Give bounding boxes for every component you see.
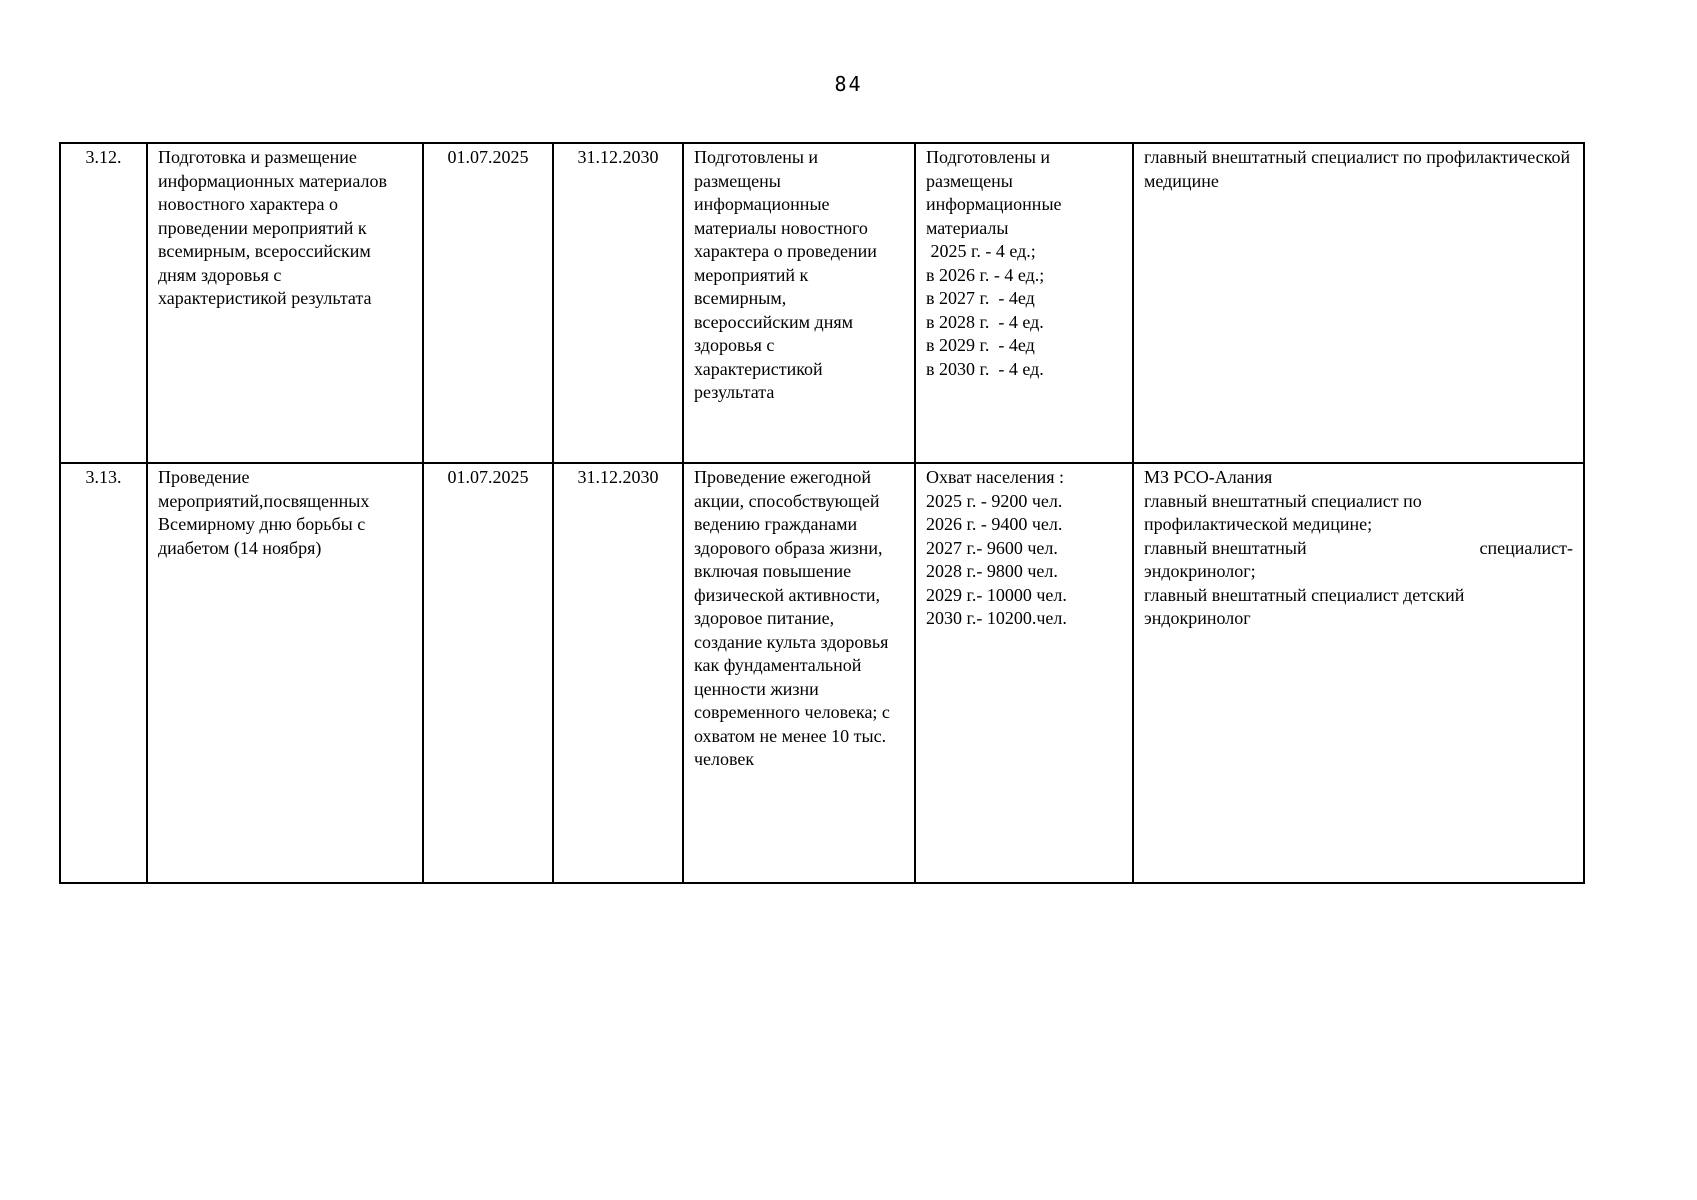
activity-title: Подготовка и размещение информационных материалов новостного характера о проведении мероприятий к всемирным, всероссийским дням здоровья с характеристикой результата: [147, 143, 423, 463]
page-number: 84: [834, 72, 863, 96]
activities-table: [59, 142, 1585, 884]
row-number: 3.12.: [60, 143, 147, 463]
indicator-line: в 2026 г. - 4 ед.;: [926, 264, 1045, 285]
indicator-values: [915, 463, 1133, 883]
expected-result: Подготовлены и размещены информационные материалы новостного характера о проведении мероприятий к всемирным, всероссийским дням здоровья с характеристикой результата: [683, 143, 915, 463]
responsible-org: МЗ РСО-Алания: [1144, 467, 1273, 487]
indicator-line: в 2029 г. - 4ед: [926, 335, 1035, 355]
responsible-line: главный внештатный специалист детский: [1144, 584, 1465, 605]
row-number: 3.13.: [60, 463, 147, 883]
indicator-line: в 2028 г. - 4 ед.: [926, 311, 1044, 332]
indicator-line: 2030 г.- 10200.чел.: [926, 608, 1067, 628]
responsible-line: эндокринолог;: [1144, 561, 1256, 581]
indicator-line: размещены: [926, 170, 1013, 191]
indicator-values: [915, 143, 1133, 463]
end-date: 31.12.2030: [553, 143, 683, 463]
indicator-line: информационные: [926, 194, 1062, 214]
indicator-line: материалы: [926, 217, 1009, 238]
start-date: 01.07.2025: [423, 143, 553, 463]
start-date: 01.07.2025: [423, 463, 553, 883]
responsible-line: профилактической медицине;: [1144, 514, 1373, 534]
expected-result: Проведение ежегодной акции, способствующей ведению гражданами здорового образа жизни, включая повышение физической активности, здоровое питание, создание культа здоровья как фундаментальной ценности жизни современного человека; с охватом не менее 10 тыс. человек: [683, 463, 915, 883]
responsible-line-right: специалист-: [1479, 537, 1573, 558]
indicator-line: в 2027 г. - 4ед: [926, 288, 1035, 308]
responsible-line: главный внештатный специалист по: [1144, 490, 1422, 511]
indicator-line: 2025 г. - 9200 чел.: [926, 490, 1063, 511]
indicator-line: 2027 г.- 9600 чел.: [926, 537, 1058, 558]
responsible-line: [1144, 537, 1573, 561]
indicator-line: в 2030 г. - 4 ед.: [926, 358, 1044, 379]
table-row: [60, 463, 1584, 883]
responsible-executor: [1133, 463, 1584, 883]
indicator-line: 2029 г.- 10000 чел.: [926, 584, 1067, 605]
indicator-line: 2026 г. - 9400 чел.: [926, 514, 1063, 534]
indicator-line: 2028 г.- 9800 чел.: [926, 561, 1058, 581]
end-date: 31.12.2030: [553, 463, 683, 883]
indicator-line: Подготовлены и: [926, 147, 1051, 167]
table-row: [60, 143, 1584, 463]
responsible-line-left: главный внештатный: [1144, 537, 1307, 558]
responsible-line: эндокринолог: [1144, 608, 1251, 628]
indicator-line: Охват населения :: [926, 467, 1064, 487]
activity-title: Проведение мероприятий,посвященных Всемирному дню борьбы с диабетом (14 ноября): [147, 463, 423, 883]
indicator-line: 2025 г. - 4 ед.;: [926, 241, 1036, 261]
responsible-executor: главный внештатный специалист по профилактической медицине: [1133, 143, 1584, 463]
